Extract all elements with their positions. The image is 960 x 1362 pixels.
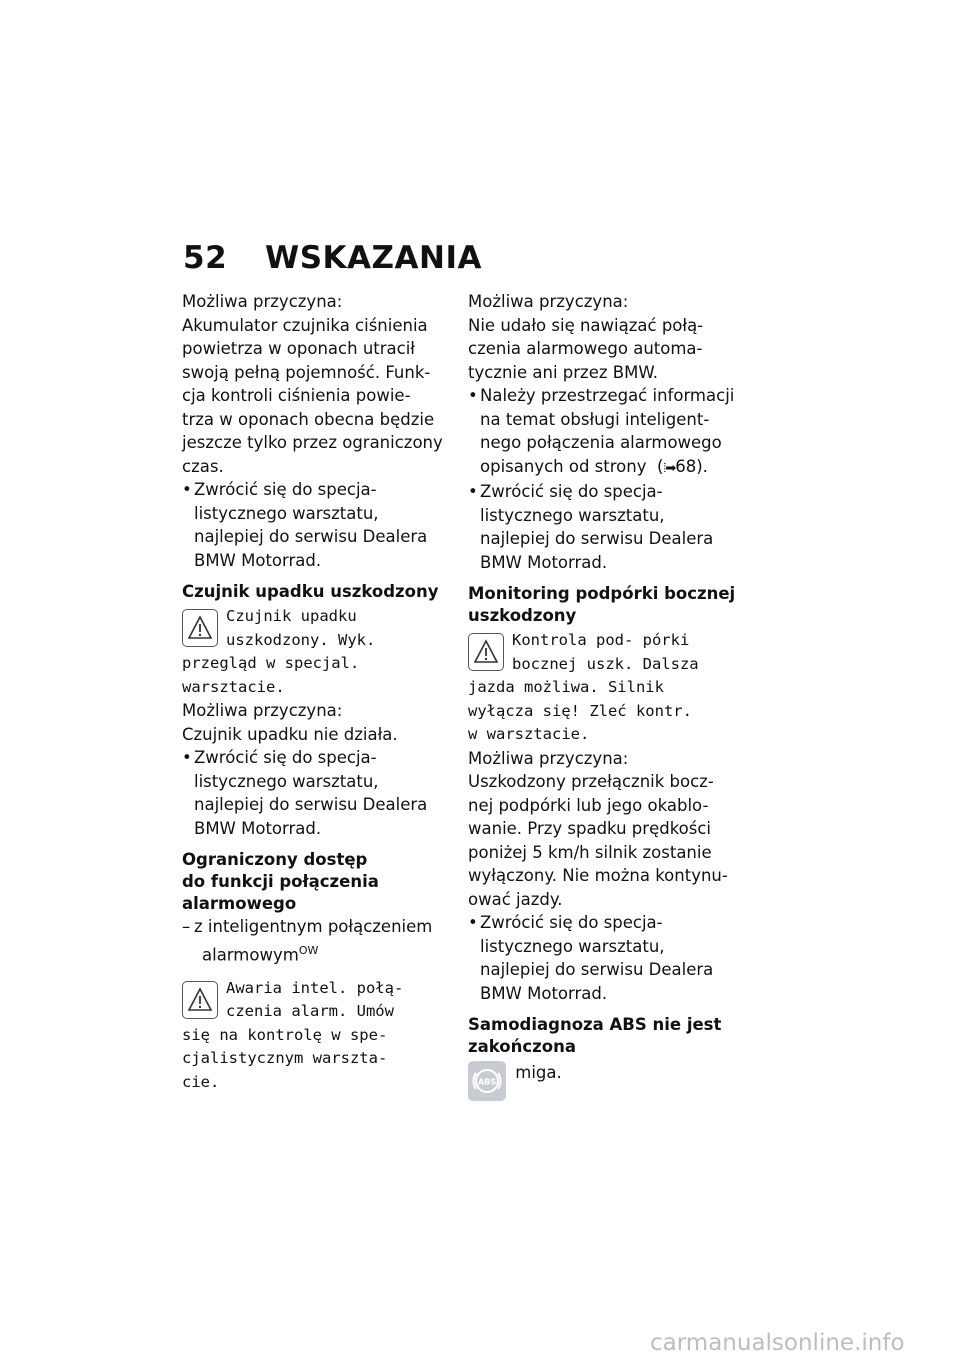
heading-line: alarmowego [182, 894, 297, 913]
heading-line: zakończona [468, 1037, 576, 1056]
bullet-icon: • [468, 386, 478, 405]
superscript: OW [298, 943, 319, 957]
text-line: jeszcze tylko przez ograniczony [182, 433, 443, 452]
text-line: ować jazdy. [468, 889, 563, 909]
text-line: najlepiej do serwisu Dealera [480, 960, 714, 979]
bullet-item [182, 746, 450, 840]
warning-triangle-icon [468, 633, 504, 671]
text-line: Awaria intel. połą- [226, 978, 404, 997]
page-number: 52 [183, 240, 228, 276]
section-heading: Czujnik upadku uszkodzony [182, 582, 439, 601]
bullet-icon: • [468, 913, 478, 932]
text-line: się na kontrolę w spe- [182, 1025, 388, 1044]
text-line: bocznej uszk. Dalsza [512, 654, 699, 673]
text-line: listycznego warsztatu, [194, 771, 379, 791]
text-line: listycznego warsztatu, [480, 936, 665, 956]
section-heading [468, 1014, 736, 1058]
text-line: Kontrola pod- pórki [512, 631, 690, 649]
bullet-item: • Należy przestrzegać informacji na temat obsługi inteligent- nego połączenia alarmowego opisanych od strony (⦙➡68). [468, 386, 735, 476]
heading-line: Samodiagnoza ABS nie jest [468, 1015, 722, 1034]
text-line: nej podpórki lub jego okablo- [468, 795, 709, 815]
heading-line: Ograniczony dostęp [182, 850, 368, 869]
warning-triangle-icon [182, 609, 218, 647]
text-line: najlepiej do serwisu Dealera [194, 795, 428, 814]
warning-triangle-icon [182, 981, 218, 1019]
text-line: warsztacie. [182, 677, 285, 696]
cause-label: Możliwa przyczyna: [182, 292, 343, 311]
bullet-icon: • [182, 480, 192, 499]
text-line: jazda możliwa. Silnik [468, 678, 664, 696]
text-line: czenia alarm. Umów [226, 1002, 394, 1020]
text-line: Akumulator czujnika ciśnienia [182, 315, 428, 335]
cause-label: Możliwa przyczyna: [468, 292, 629, 311]
text-line: najlepiej do serwisu Dealera [194, 527, 428, 546]
text-line: Nie udało się nawiązać połą- [468, 315, 704, 335]
text-line: wyłączony. Nie można kontynu- [468, 866, 728, 885]
text-line: poniżej 5 km/h silnik zostanie [468, 842, 712, 862]
text-line: BMW Motorrad. [194, 550, 322, 570]
warning-message [468, 629, 736, 747]
bullet-item [182, 478, 450, 572]
text-line: najlepiej do serwisu Dealera [480, 529, 714, 548]
section-heading [182, 849, 450, 915]
text-line: Zwrócić się do specja- [480, 482, 663, 501]
bullet-icon: • [182, 748, 192, 767]
page-reference[interactable]: 68). [675, 456, 708, 476]
cause-label: Możliwa przyczyna: [182, 701, 343, 720]
dash-item [182, 915, 450, 967]
text-line: z inteligentnym połączeniem [194, 917, 433, 936]
text-line: swoją pełną pojemność. Funk- [182, 362, 431, 382]
text-line: BMW Motorrad. [194, 818, 322, 838]
abs-icon-label: ABS [477, 1077, 497, 1087]
section-heading [468, 583, 736, 627]
text-line: powietrza w oponach utracił [182, 339, 415, 358]
text-line: wanie. Przy spadku prędkości [468, 819, 712, 838]
bullet-icon: • [468, 482, 478, 501]
abs-warning-icon [468, 1061, 506, 1101]
dash-icon: – [182, 917, 191, 936]
warning-message [182, 605, 450, 699]
bullet-item [468, 911, 736, 1005]
text-line: Uszkodzony przełącznik bocz- [468, 772, 714, 791]
abs-status-text: miga. [515, 1063, 562, 1082]
text-line: Zwrócić się do specja- [480, 913, 663, 932]
heading-line: Monitoring podpórki bocznej [468, 584, 736, 603]
abs-indicator-row [468, 1061, 736, 1101]
heading-line: uszkodzony [468, 606, 577, 625]
text-line: cie. [182, 1072, 220, 1091]
text-line: listycznego warsztatu, [480, 505, 665, 525]
text-line: wyłącza się! Zleć kontr. [468, 701, 692, 720]
text-line: Czujnik upadku [226, 607, 357, 625]
text-line: czas. [182, 456, 224, 476]
text-line: na temat obsługi inteligent- [480, 409, 710, 429]
left-column [182, 290, 450, 1094]
cause-text: Czujnik upadku nie działa. [182, 724, 398, 744]
text-line: Zwrócić się do specja- [194, 480, 377, 499]
text-line: nego połączenia alarmowego [480, 433, 722, 452]
text-line: BMW Motorrad. [480, 983, 608, 1003]
text-line: uszkodzony. Wyk. [226, 630, 376, 649]
heading-line: do funkcji połączenia [182, 872, 379, 891]
text-line: Zwrócić się do specja- [194, 748, 377, 767]
text-line: przegląd w specjal. [182, 654, 360, 672]
warning-message [182, 977, 450, 1095]
text-line: cjalistycznym warszta- [182, 1049, 388, 1067]
page-title: WSKAZANIA [265, 240, 482, 276]
page-header [183, 240, 482, 276]
page-reference-arrow-icon: ⦙➡ [663, 460, 676, 476]
text-line: cja kontroli ciśnienia powie- [182, 386, 411, 405]
right-column [468, 290, 736, 1101]
cause-text [182, 314, 450, 479]
text-line: tycznie ani przez BMW. [468, 362, 658, 382]
text-line: listycznego warsztatu, [194, 503, 379, 523]
bullet-item [468, 480, 736, 574]
text-line: czenia alarmowego automa- [468, 339, 703, 358]
watermark: carmanualsonline.info [650, 1330, 905, 1356]
text-line: BMW Motorrad. [480, 552, 608, 572]
text-line: trza w oponach obecna będzie [182, 409, 435, 429]
text-line: w warsztacie. [468, 725, 590, 743]
text-line: opisanych od strony [480, 456, 647, 476]
text-line: Należy przestrzegać informacji [480, 386, 735, 405]
cause-label: Możliwa przyczyna: [468, 748, 629, 768]
text-line: alarmowym [202, 945, 299, 964]
